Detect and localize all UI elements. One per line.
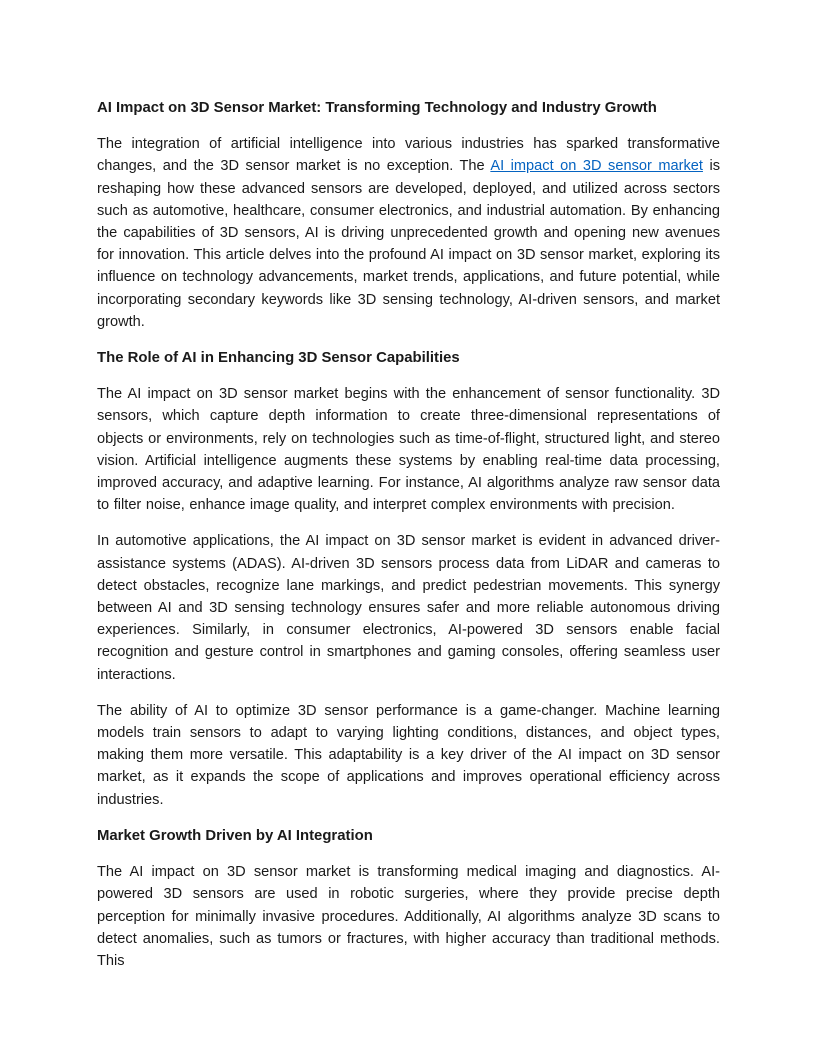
section-heading-ai-role: The Role of AI in Enhancing 3D Sensor Capabilities xyxy=(97,350,460,367)
paragraph-ai-optimization: The ability of AI to optimize 3D sensor performance is a game-changer. Machine learning models train sensors to adapt to varying lighting conditions, distances, and object types, making them more versatile. This adaptability is a key driver of the AI impact on 3D sensor market, as it expands the scope of applications and improves operational efficiency across industries. xyxy=(97,702,720,808)
intro-text-after-link: is reshaping how these advanced sensors are developed, deployed, and utilized across sectors such as automotive, healthcare, consumer electronics, and industrial automation. By enhancing the capabilities of 3D sensors, AI is driving unprecedented growth and opening new avenues for innovation. This article delves into the profound AI impact on 3D sensor market, exploring its influence on technology advancements, market trends, applications, and future potential, while incorporating secondary keywords like 3D sensing technology, AI-driven sensors, and market growth. xyxy=(97,158,720,330)
intro-paragraph xyxy=(97,133,720,333)
paragraph-medical-imaging: The AI impact on 3D sensor market is transforming medical imaging and diagnostics. AI-powered 3D sensors are used in robotic surgeries, where they provide precise depth perception for minimally invasive procedures. Additionally, AI algorithms analyze 3D scans to detect anomalies, such as tumors or fractures, with higher accuracy than traditional methods. This xyxy=(97,864,720,969)
paragraph-automotive-applications: In automotive applications, the AI impact on 3D sensor market is evident in advanced driver-assistance systems (ADAS). AI-driven 3D sensors process data from LiDAR and cameras to detect obstacles, recognize lane markings, and predict pedestrian movements. This synergy between AI and 3D sensing technology ensures safer and more reliable autonomous driving experiences. Similarly, in consumer electronics, AI-powered 3D sensors enable facial recognition and gesture control in smartphones and gaming consoles, offering seamless user interactions. xyxy=(97,533,720,683)
paragraph-sensor-capabilities: The AI impact on 3D sensor market begins with the enhancement of sensor functionality. 3D sensors, which capture depth information to create three-dimensional representations of objects or environments, rely on technologies such as time-of-flight, structured light, and stereo vision. Artificial intelligence augments these systems by enabling real-time data processing, improved accuracy, and adaptive learning. For instance, AI algorithms analyze raw sensor data to filter noise, enhance image quality, and interpret complex environments with precision. xyxy=(97,386,720,514)
ai-impact-market-link[interactable]: AI impact on 3D sensor market xyxy=(490,158,703,175)
section-heading-market-growth: Market Growth Driven by AI Integration xyxy=(97,827,373,844)
article-title: AI Impact on 3D Sensor Market: Transforming Technology and Industry Growth xyxy=(97,100,657,116)
intro-text-before-link: The integration of artificial intelligence into various industries has sparked transformative changes, and the 3D sensor market is no exception. The xyxy=(97,136,720,175)
